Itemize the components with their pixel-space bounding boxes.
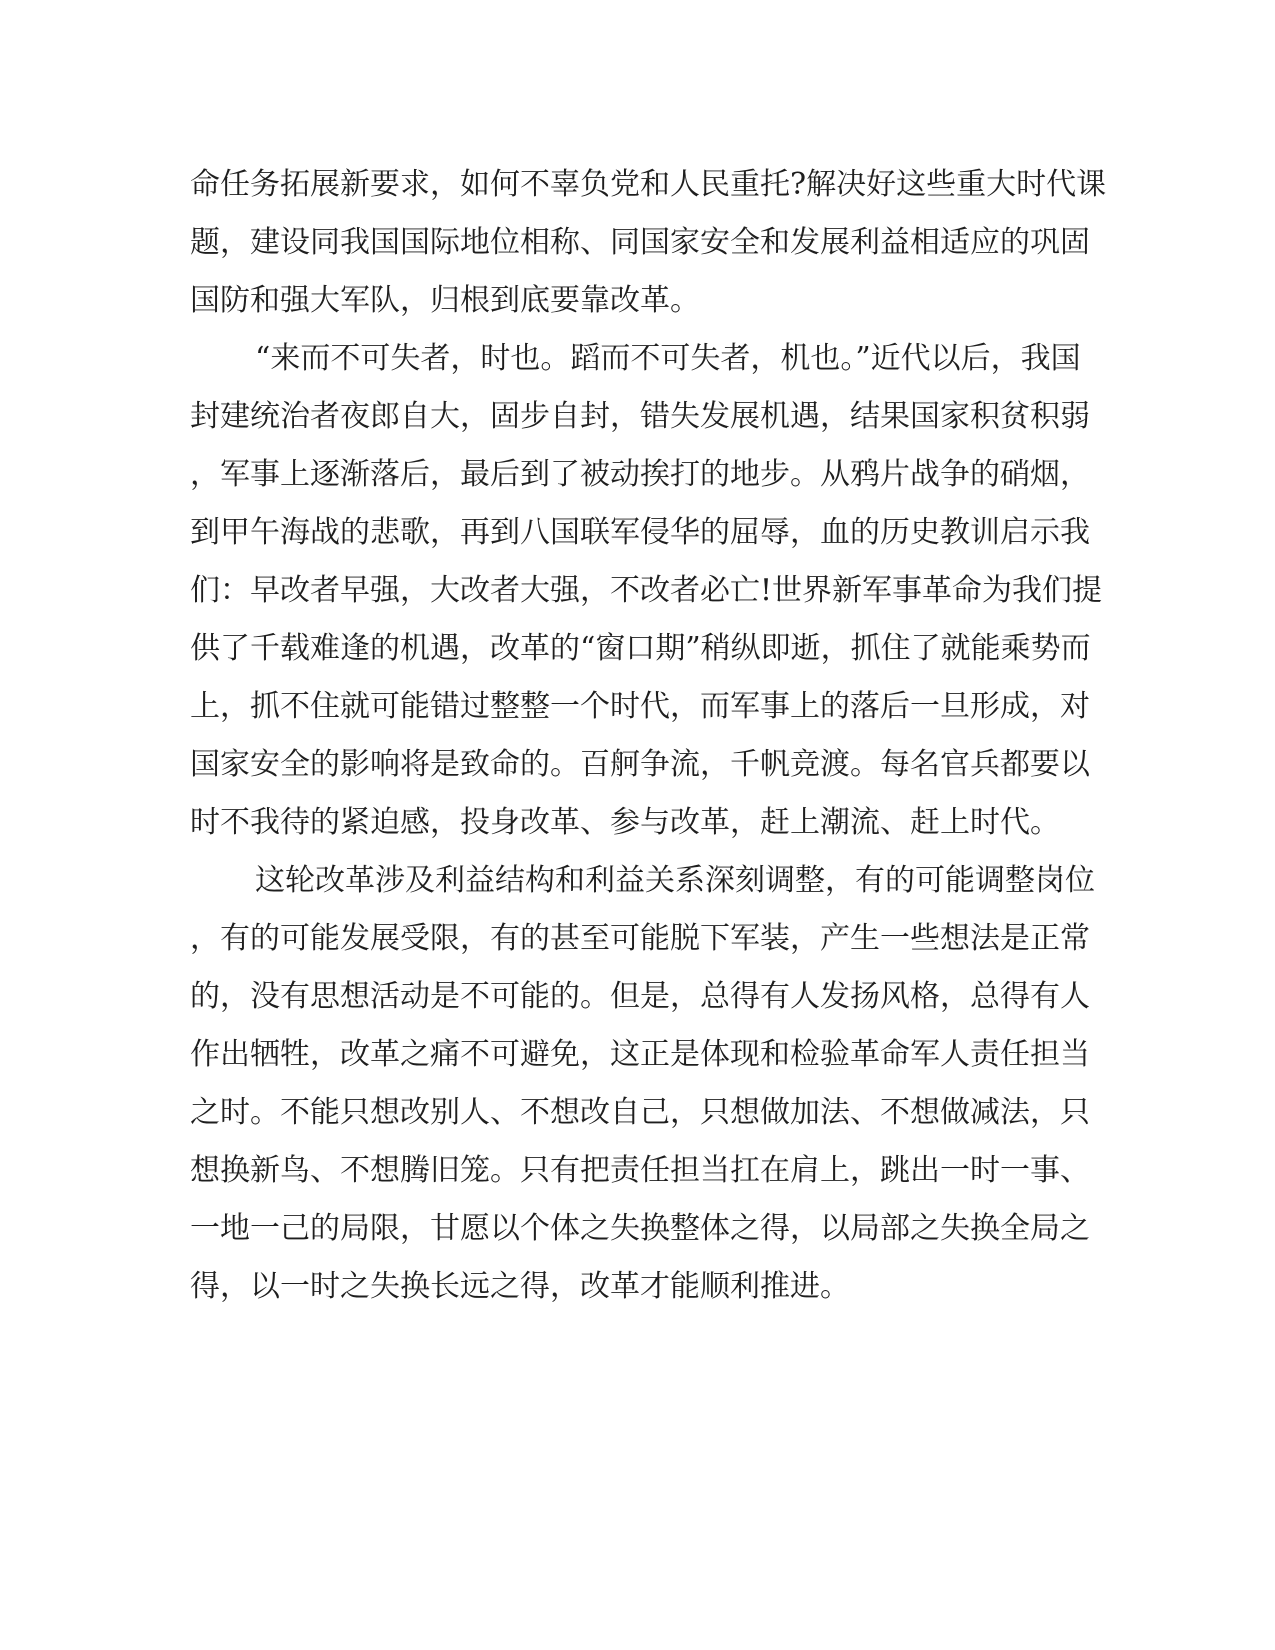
text-line: 之时。不能只想改别人、不想改自己，只想做加法、不想做减法，只 xyxy=(190,1095,1090,1130)
paragraph-start-line: “来而不可失者，时也。蹈而不可失者，机也。”近代以后，我国 xyxy=(255,341,1081,376)
text-line: 们：早改者早强，大改者大强，不改者必亡!世界新军事革命为我们提 xyxy=(190,573,1103,608)
text-line: 上，抓不住就可能错过整整一个时代，而军事上的落后一旦形成，对 xyxy=(190,689,1090,724)
text-line: ，有的可能发展受限，有的甚至可能脱下军装，产生一些想法是正常 xyxy=(190,921,1090,956)
text-line: ，军事上逐渐落后，最后到了被动挨打的地步。从鸦片战争的硝烟， xyxy=(190,457,1090,492)
text-line: 一地一己的局限，甘愿以个体之失换整体之得，以局部之失换全局之 xyxy=(190,1211,1090,1246)
text-line: 想换新鸟、不想腾旧笼。只有把责任担当扛在肩上，跳出一时一事、 xyxy=(190,1153,1090,1188)
text-line: 的，没有思想活动是不可能的。但是，总得有人发扬风格，总得有人 xyxy=(190,979,1090,1014)
text-line: 国防和强大军队，归根到底要靠改革。 xyxy=(190,283,700,318)
text-line: 国家安全的影响将是致命的。百舸争流，千帆竞渡。每名官兵都要以 xyxy=(190,747,1090,782)
paragraph-start-line: 这轮改革涉及利益结构和利益关系深刻调整，有的可能调整岗位 xyxy=(255,863,1095,898)
text-line: 到甲午海战的悲歌，再到八国联军侵华的屈辱，血的历史教训启示我 xyxy=(190,515,1090,550)
text-line: 供了千载难逢的机遇，改革的“窗口期”稍纵即逝，抓住了就能乘势而 xyxy=(190,631,1091,666)
text-line: 封建统治者夜郎自大，固步自封，错失发展机遇，结果国家积贫积弱 xyxy=(190,399,1090,434)
text-line: 命任务拓展新要求，如何不辜负党和人民重托?解决好这些重大时代课 xyxy=(190,167,1107,202)
text-line: 得，以一时之失换长远之得，改革才能顺利推进。 xyxy=(190,1269,850,1304)
text-line: 作出牺牲，改革之痛不可避免，这正是体现和检验革命军人责任担当 xyxy=(190,1037,1090,1072)
text-line: 时不我待的紧迫感，投身改革、参与改革，赶上潮流、赶上时代。 xyxy=(190,805,1060,840)
text-line: 题，建设同我国国际地位相称、同国家安全和发展利益相适应的巩固 xyxy=(190,225,1090,260)
